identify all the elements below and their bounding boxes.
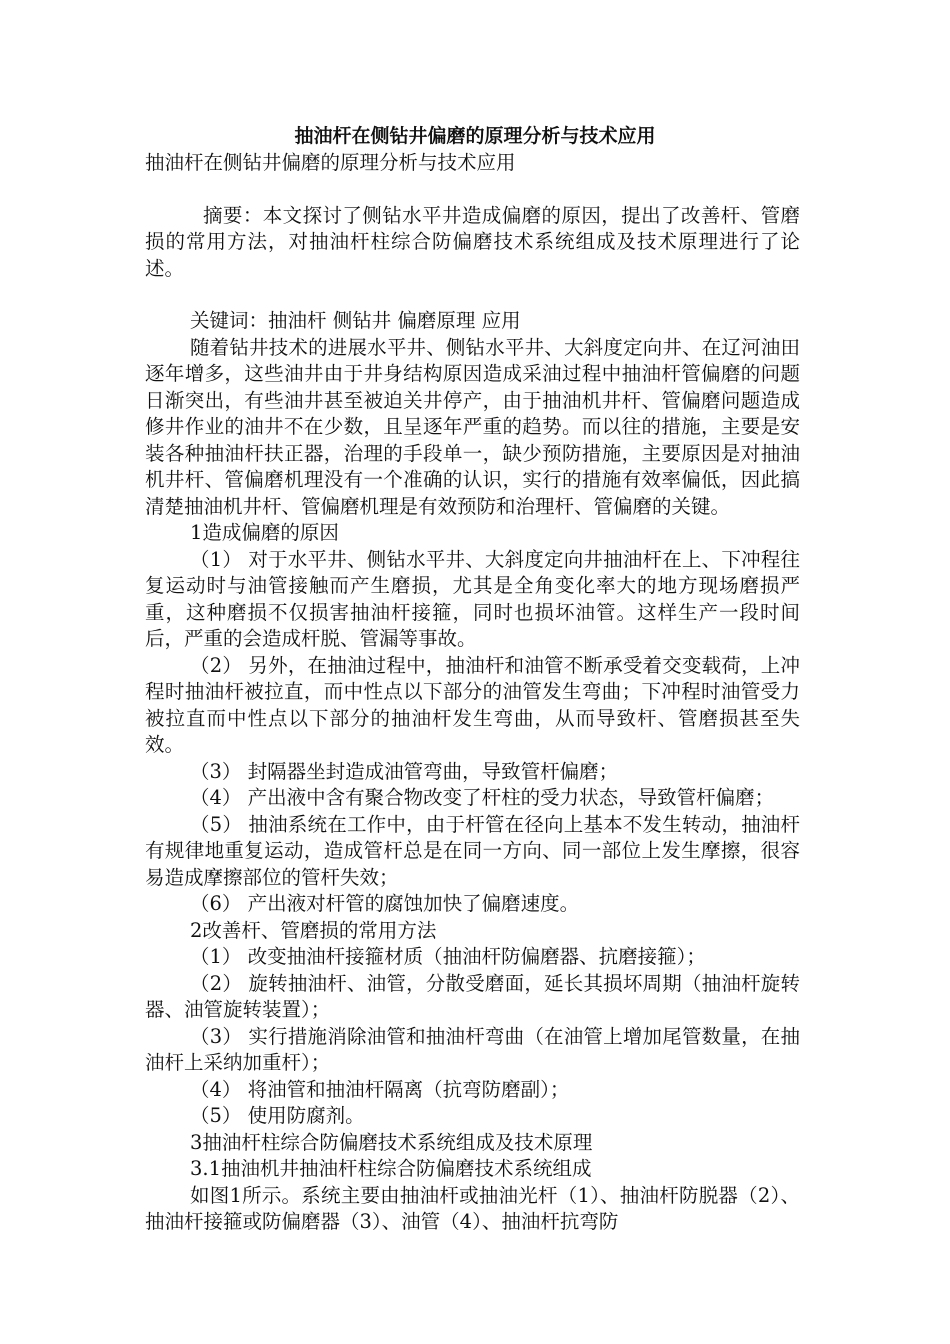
section-3-heading: 3抽油杆柱综合防偏磨技术系统组成及技术原理: [190, 1130, 593, 1154]
section-1-heading: 1造成偏磨的原因: [190, 521, 339, 544]
list-item: （2） 另外，在抽油过程中，抽油杆和油管不断承受着交变载荷，上冲程时抽油杆被拉直，而中性点以下部分的油管发生弯曲；下冲程时油管受力被拉直而中性点以下部分的抽油杆发生弯曲，从而导致杆、管磨损甚至失效。: [145, 653, 800, 756]
document-title: 抽油杆在侧钻井偏磨的原理分析与技术应用: [294, 125, 656, 147]
list-item: （6） 产出液对杆管的腐蚀加快了偏磨速度。: [190, 892, 580, 915]
list-item: （2） 旋转抽油杆、油管，分散受磨面，延长其损坏周期（抽油杆旋转器、油管旋转装置）；: [145, 971, 800, 1021]
section-2-heading: 2改善杆、管磨损的常用方法: [190, 918, 437, 942]
section-3-1-heading: 3.1抽油机井抽油杆柱综合防偏磨技术系统组成: [190, 1157, 592, 1180]
list-item: （1） 改变抽油杆接箍材质（抽油杆防偏磨器、抗磨接箍）；: [190, 945, 706, 968]
list-item: （5） 抽油系统在工作中，由于杆管在径向上基本不发生转动，抽油杆有规律地重复运动，造成管杆总是在同一方向、同一部位上发生摩擦，很容易造成摩擦部位的管杆失效；: [145, 812, 800, 889]
list-item: （4） 将油管和抽油杆隔离（抗弯防磨副）；: [190, 1077, 570, 1101]
list-item: （4） 产出液中含有聚合物改变了杆柱的受力状态，导致管杆偏磨；: [190, 786, 775, 809]
document-subtitle: 抽油杆在侧钻井偏磨的原理分析与技术应用: [145, 151, 516, 174]
section-3-1-paragraph: 如图1所示。系统主要由抽油杆或抽油光杆（1）、抽油杆防脱器（2）、抽油杆接箍或防偏磨器（3）、油管（4）、抽油杆抗弯防: [145, 1183, 800, 1233]
list-item: （5） 使用防腐剂。: [190, 1104, 365, 1127]
intro-paragraph: 随着钻井技术的进展水平井、侧钻水平井、大斜度定向井、在辽河油田逐年增多，这些油井由于井身结构原因造成采油过程中抽油杆管偏磨的问题日渐突出，有些油井甚至被迫关井停产，由于抽油机井杆、管偏磨问题造成修井作业的油井不在少数，且呈逐年严重的趋势。而以往的措施，主要是安装各种抽油杆扶正器，治理的手段单一，缺少预防措施，主要原因是对抽油机井杆、管偏磨机理没有一个准确的认识，实行的措施有效率偏低，因此搞清楚抽油机井杆、管偏磨机理是有效预防和治理杆、管偏磨的关键。: [145, 335, 800, 518]
keywords-line: 关键词：抽油杆 侧钻井 偏磨原理 应用: [190, 309, 521, 332]
abstract-paragraph: 摘要：本文探讨了侧钻水平井造成偏磨的原因，提出了改善杆、管磨损的常用方法，对抽油杆柱综合防偏磨技术系统组成及技术原理进行了论述。: [145, 203, 800, 280]
list-item: （1） 对于水平井、侧钻水平井、大斜度定向井抽油杆在上、下冲程往复运动时与油管接触而产生磨损，尤其是全角变化率大的地方现场磨损严重，这种磨损不仅损害抽油杆接箍，同时也损坏油管。这样生产一段时间后，严重的会造成杆脱、管漏等事故。: [145, 547, 800, 650]
list-item: （3） 实行措施消除油管和抽油杆弯曲（在油管上增加尾管数量，在抽油杆上采纳加重杆）；: [145, 1024, 800, 1074]
list-item: （3） 封隔器坐封造成油管弯曲，导致管杆偏磨；: [190, 759, 619, 783]
document-body: [145, 150, 800, 1236]
